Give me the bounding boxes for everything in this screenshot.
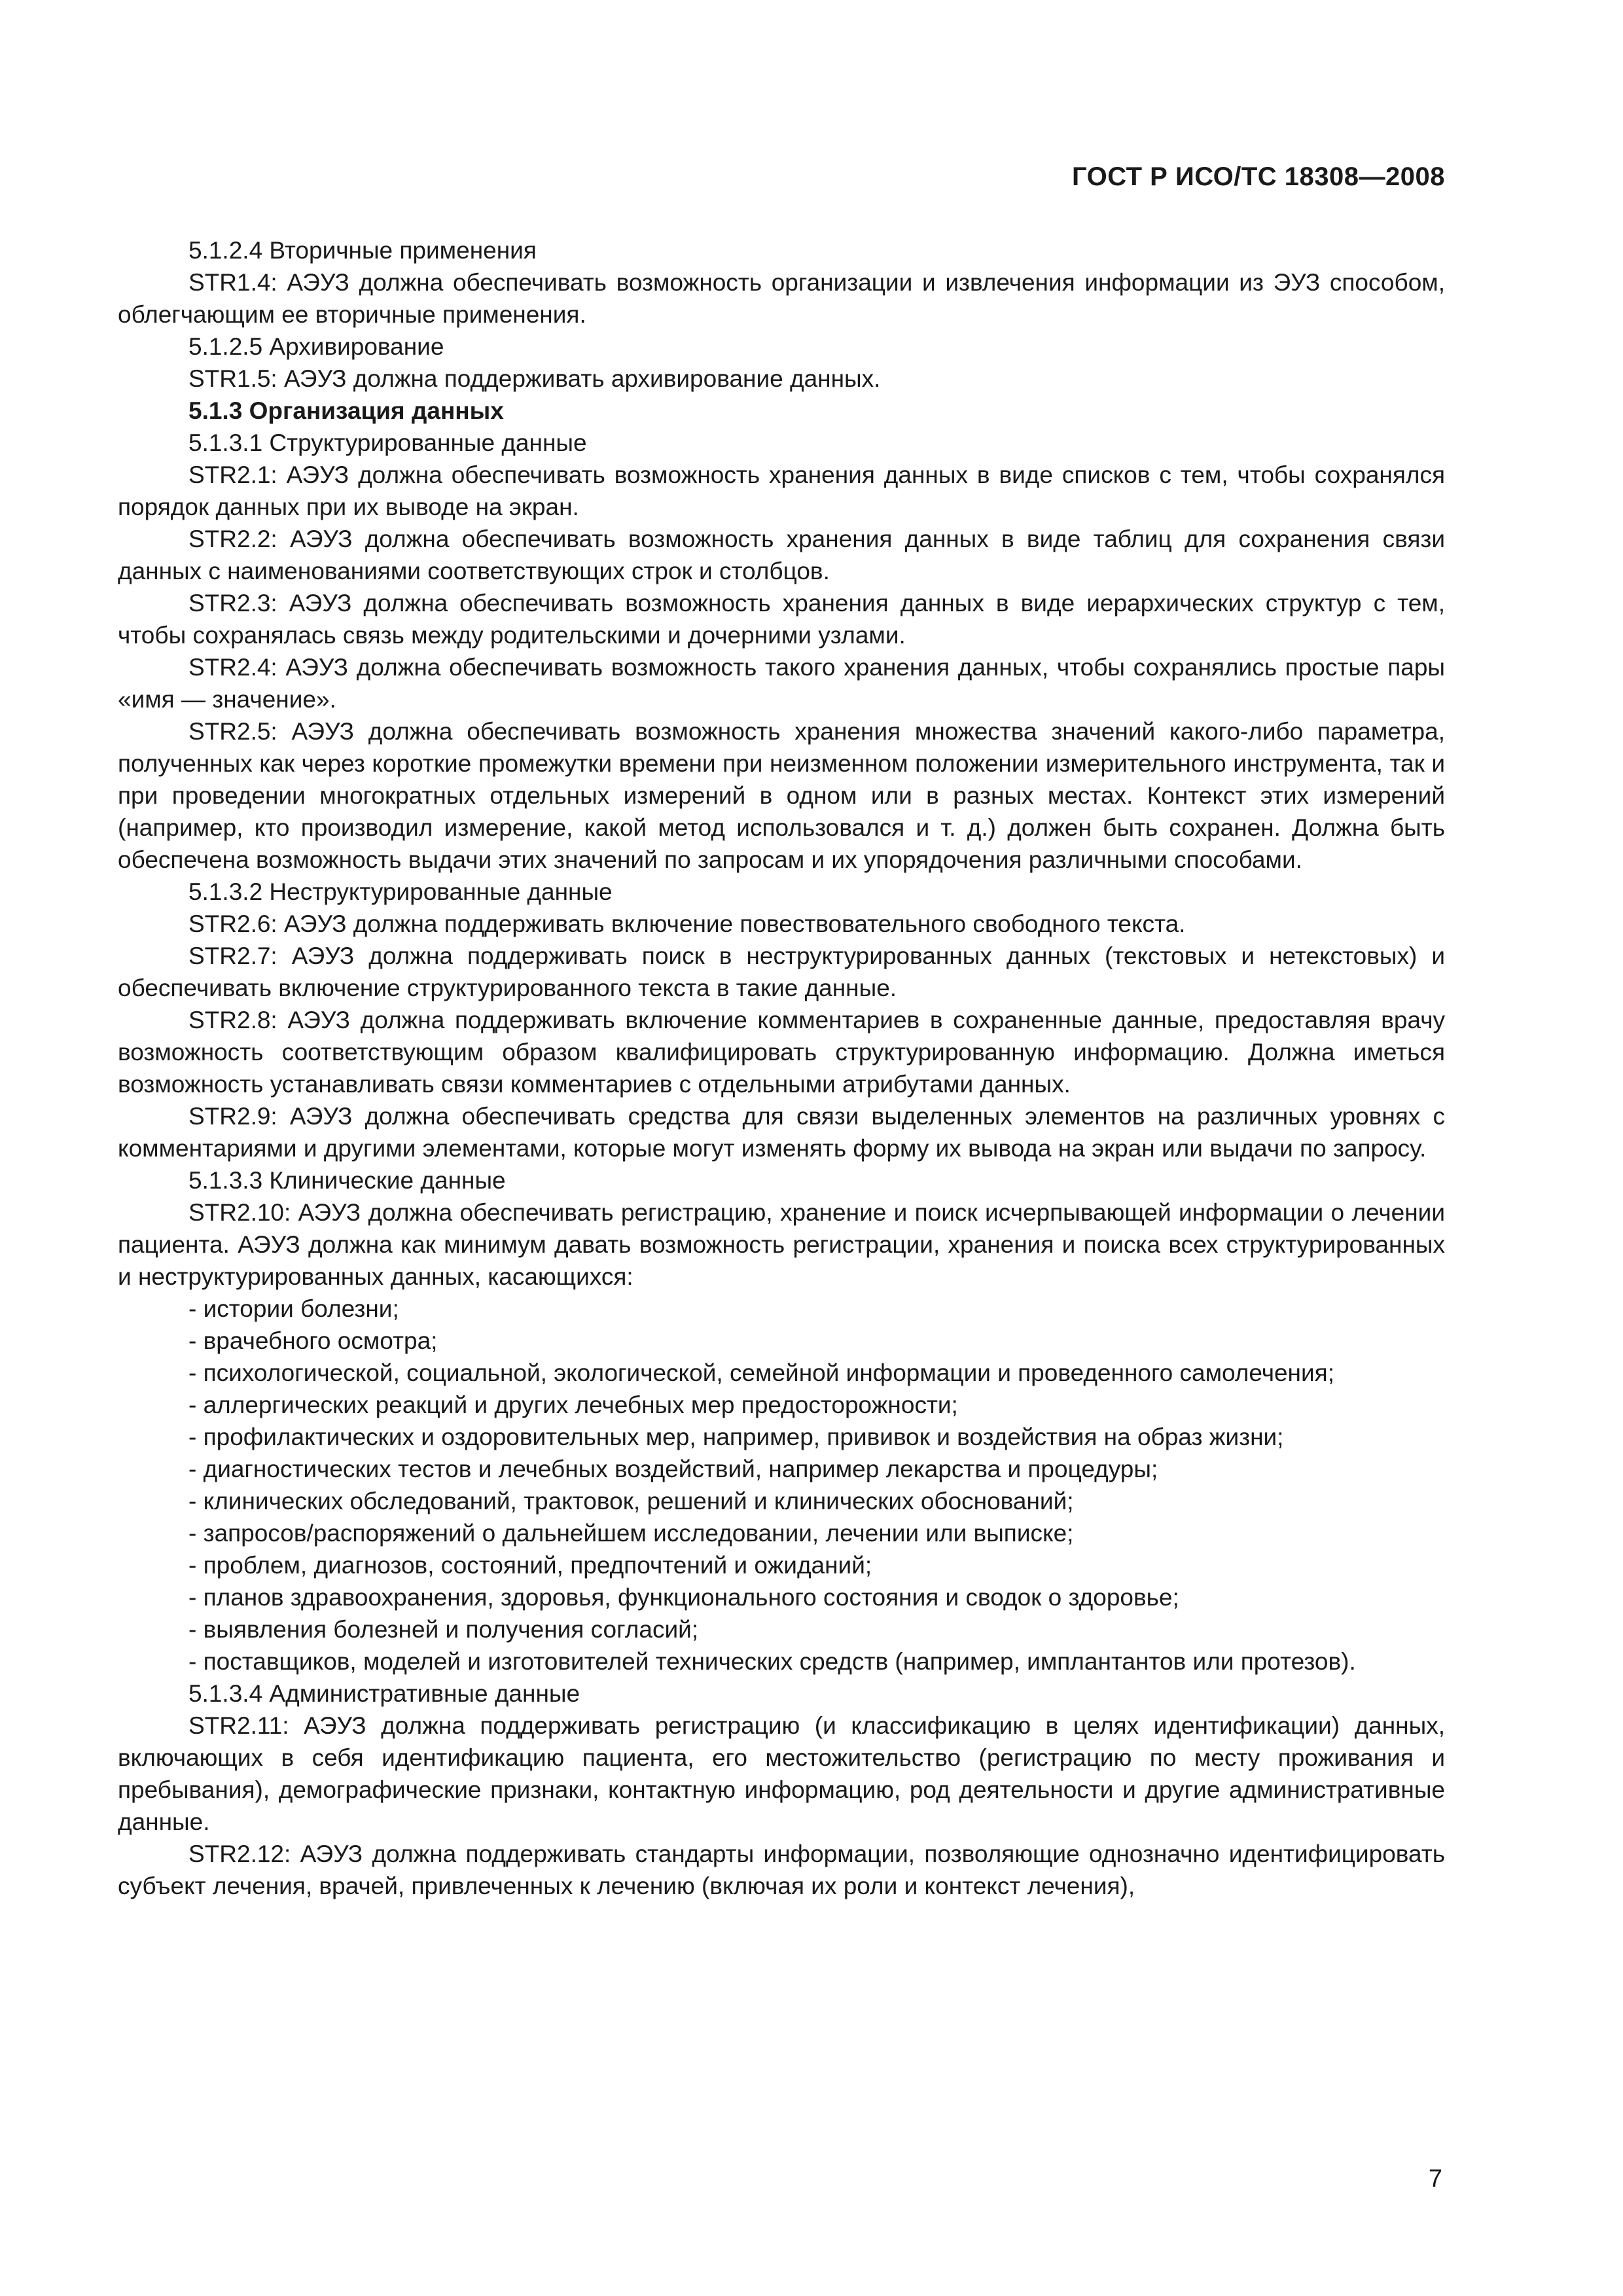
list-item: - профилактических и оздоровительных мер, например, прививок и воздействия на образ жизни; bbox=[188, 1424, 1284, 1450]
requirement-paragraph: STR2.12: АЭУЗ должна поддерживать стандарты информации, позволяющие однозначно идентифицировать субъект лечения, врачей, привлеченных к лечению (включая их роли и контекст лечения), bbox=[118, 1840, 1445, 1899]
list-item: - диагностических тестов и лечебных воздействий, например лекарства и процедуры; bbox=[188, 1456, 1158, 1482]
requirement-paragraph: STR2.4: АЭУЗ должна обеспечивать возможность такого хранения данных, чтобы сохранялись простые пары «имя — значение». bbox=[118, 654, 1445, 713]
list-item: - клинических обследований, трактовок, решений и клинических обоснований; bbox=[188, 1488, 1074, 1515]
requirement-paragraph: STR2.5: АЭУЗ должна обеспечивать возможность хранения множества значений какого-либо параметра, полученных как через короткие промежутки времени при неизменном положении измерительного инструмента, так и при проведении многократных отдельных измерений в одном или в разных местах. Контекст этих измерений (например, кто производил измерение, какой метод использовался и т. д.) должен быть сохранен. Должна быть обеспечена возможность выдачи этих значений по запросам и их упорядочения различными способами. bbox=[118, 718, 1445, 873]
document-header: ГОСТ Р ИСО/ТС 18308—2008 bbox=[1071, 162, 1445, 191]
list-item: - психологической, социальной, экологической, семейной информации и проведенного самолечения; bbox=[188, 1359, 1334, 1386]
list-item: - аллергических реакций и других лечебных мер предосторожности; bbox=[188, 1391, 958, 1418]
requirement-paragraph: STR2.9: АЭУЗ должна обеспечивать средства для связи выделенных элементов на различных уровнях с комментариями и другими элементами, которые могут изменять форму их вывода на экран или выдачи по запросу. bbox=[118, 1103, 1445, 1162]
list-item: - поставщиков, моделей и изготовителей технических средств (например, имплантантов или протезов). bbox=[188, 1648, 1356, 1675]
list-item: - врачебного осмотра; bbox=[188, 1327, 438, 1354]
section-heading-bold: 5.1.3 Организация данных bbox=[188, 397, 504, 424]
requirement-paragraph: STR2.2: АЭУЗ должна обеспечивать возможность хранения данных в виде таблиц для сохранения связи данных с наименованиями соответствующих строк и столбцов. bbox=[118, 526, 1445, 584]
section-heading: 5.1.3.4 Административные данные bbox=[188, 1680, 580, 1707]
requirement-paragraph: STR2.6: АЭУЗ должна поддерживать включение повествовательного свободного текста. bbox=[188, 910, 1186, 937]
list-item: - истории болезни; bbox=[188, 1295, 399, 1322]
section-heading: 5.1.2.4 Вторичные применения bbox=[188, 237, 537, 264]
page-number: 7 bbox=[1428, 2165, 1442, 2193]
list-item: - выявления болезней и получения согласий; bbox=[188, 1616, 699, 1643]
requirement-paragraph: STR2.11: АЭУЗ должна поддерживать регистрацию (и классификацию в целях идентификации) данных, включающих в себя идентификацию пациента, его местожительство (регистрацию по месту проживания и пребывания), демографические признаки, контактную информацию, род деятельности и другие административные данные. bbox=[118, 1712, 1445, 1835]
section-heading: 5.1.2.5 Архивирование bbox=[188, 333, 444, 360]
list-item: - планов здравоохранения, здоровья, функционального состояния и сводок о здоровье; bbox=[188, 1584, 1179, 1611]
requirement-paragraph: STR1.5: АЭУЗ должна поддерживать архивирование данных. bbox=[188, 365, 881, 392]
requirement-paragraph: STR2.10: АЭУЗ должна обеспечивать регистрацию, хранение и поиск исчерпывающей информации о лечении пациента. АЭУЗ должна как минимум давать возможность регистрации, хранения и поиска всех структурированных и неструктурированных данных, касающихся: bbox=[118, 1199, 1445, 1290]
section-heading: 5.1.3.2 Неструктурированные данные bbox=[188, 878, 613, 905]
section-heading: 5.1.3.3 Клинические данные bbox=[188, 1167, 506, 1194]
requirement-paragraph: STR2.7: АЭУЗ должна поддерживать поиск в неструктурированных данных (текстовых и нетекстовых) и обеспечивать включение структурированного текста в такие данные. bbox=[118, 942, 1445, 1001]
requirement-paragraph: STR2.1: АЭУЗ должна обеспечивать возможность хранения данных в виде списков с тем, чтобы сохранялся порядок данных при их выводе на экран. bbox=[118, 461, 1445, 520]
requirement-paragraph: STR2.8: АЭУЗ должна поддерживать включение комментариев в сохраненные данные, предоставляя врачу возможность соответствующим образом квалифицировать структурированную информацию. Должна иметься возможность устанавливать связи комментариев с отдельными атрибутами данных. bbox=[118, 1007, 1445, 1098]
requirement-paragraph: STR1.4: АЭУЗ должна обеспечивать возможность организации и извлечения информации из ЭУЗ способом, облегчающим ее вторичные применения. bbox=[118, 269, 1445, 328]
section-heading: 5.1.3.1 Структурированные данные bbox=[188, 429, 587, 456]
requirement-paragraph: STR2.3: АЭУЗ должна обеспечивать возможность хранения данных в виде иерархических структур с тем, чтобы сохранялась связь между родительскими и дочерними узлами. bbox=[118, 590, 1445, 649]
document-body bbox=[118, 234, 1445, 1902]
list-item: - запросов/распоряжений о дальнейшем исследовании, лечении или выписке; bbox=[188, 1520, 1074, 1547]
list-item: - проблем, диагнозов, состояний, предпочтений и ожиданий; bbox=[188, 1552, 872, 1579]
